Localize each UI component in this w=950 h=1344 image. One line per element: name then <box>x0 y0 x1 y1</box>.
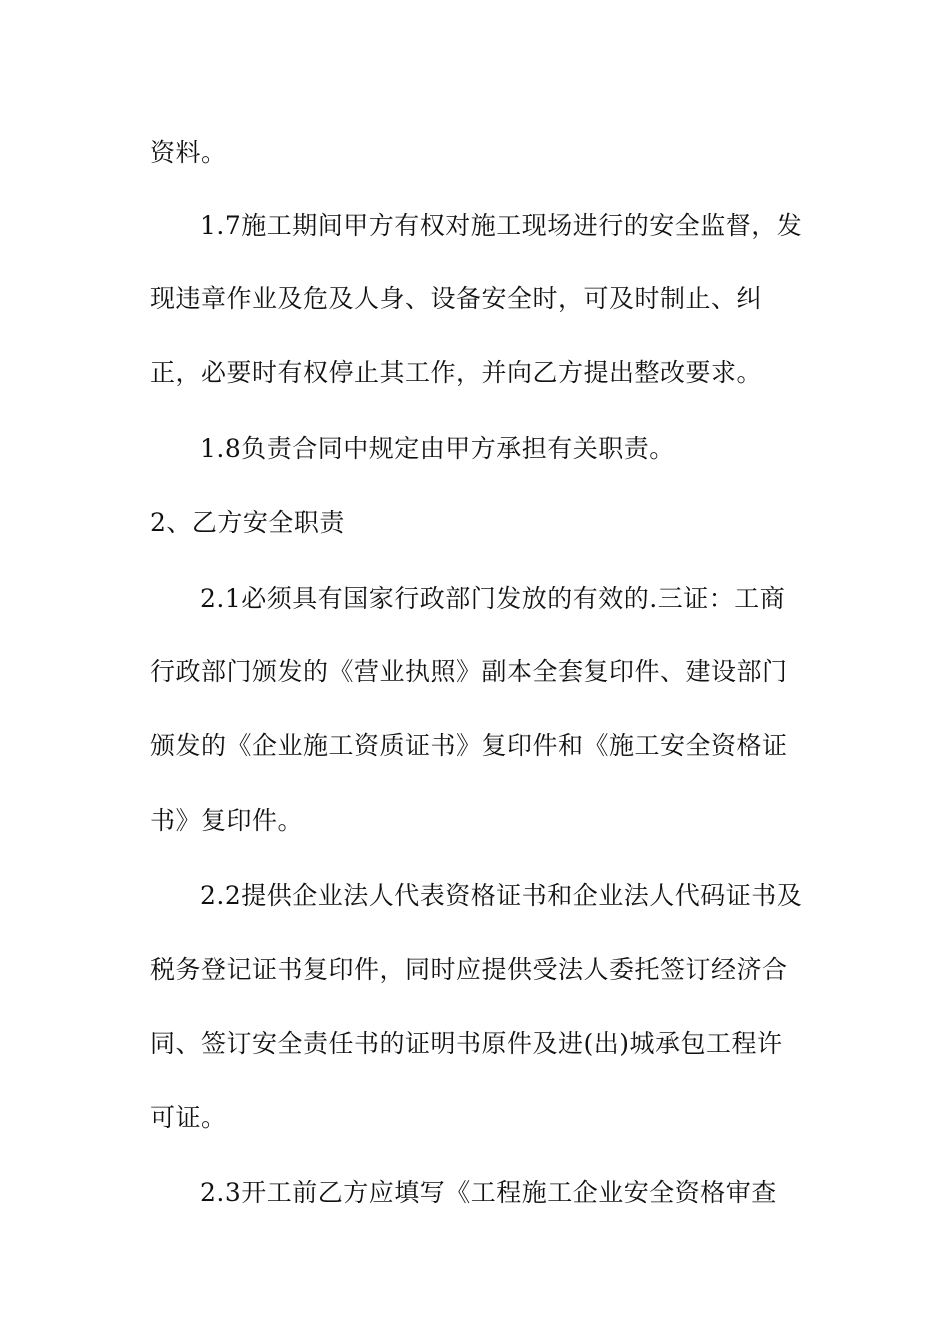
text-line: 税务登记证书复印件，同时应提供受法人委托签订经济合 <box>150 955 788 984</box>
text-line: 书》复印件。 <box>150 806 304 835</box>
clause-2-2: 2.2提供企业法人代表资格证书和企业法人代码证书及 <box>200 881 803 910</box>
text-line: 资料。 <box>150 138 227 167</box>
section-heading: 2、乙方安全职责 <box>150 508 345 537</box>
clause-1-7: 1.7施工期间甲方有权对施工现场进行的安全监督，发 <box>200 211 803 240</box>
text-line: 颁发的《企业施工资质证书》复印件和《施工安全资格证 <box>150 731 788 760</box>
text-line: 正，必要时有权停止其工作，并向乙方提出整改要求。 <box>150 358 763 387</box>
text-line: 现违章作业及危及人身、设备安全时，可及时制止、纠 <box>150 284 763 313</box>
text-line: 行政部门颁发的《营业执照》副本全套复印件、建设部门 <box>150 657 788 686</box>
clause-1-8: 1.8负责合同中规定由甲方承担有关职责。 <box>200 434 675 463</box>
text-line: 同、签订安全责任书的证明书原件及进(出)城承包工程许 <box>150 1029 783 1058</box>
clause-2-1: 2.1必须具有国家行政部门发放的有效的.三证：工商 <box>200 584 786 613</box>
clause-2-3: 2.3开工前乙方应填写《工程施工企业安全资格审查 <box>200 1178 777 1207</box>
text-line: 可证。 <box>150 1103 227 1132</box>
